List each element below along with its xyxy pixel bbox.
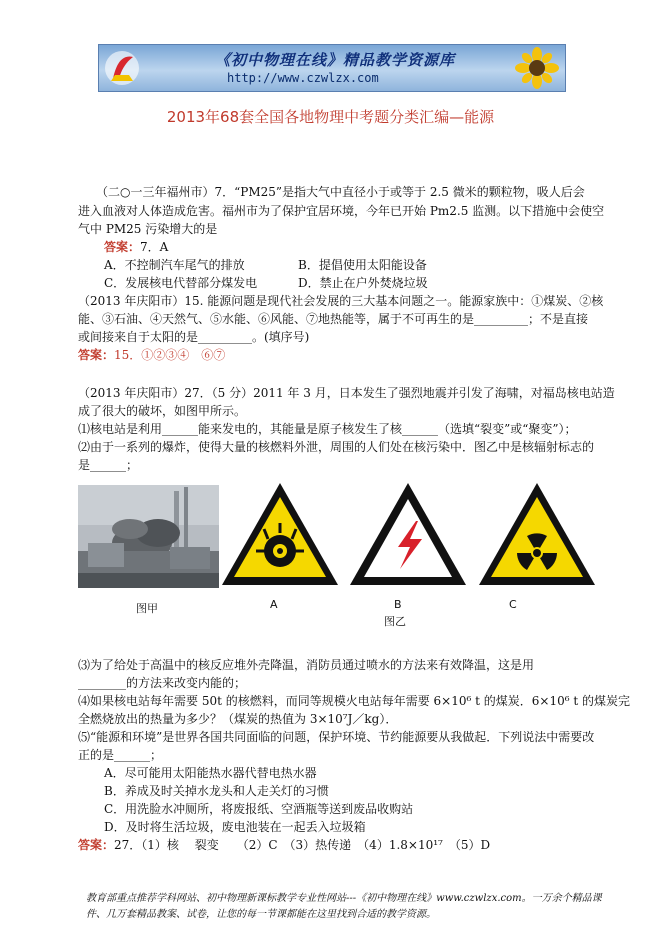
q15-line1: （2013 年庆阳市）15. 能源问题是现代社会发展的三大基本问题之一。能源家族中：①煤炭、②核 [78, 294, 604, 308]
q27-line8: ⑷如果核电站每年需要 50t 的核燃料，而同等规模火电站每年需要 6×10⁶ t 的煤炭．6×10⁶ t 的煤炭完 [78, 694, 630, 708]
q27-line9: 全燃烧放出的热量为多少？（煤炭的热值为 3×10⁷J／kg）． [78, 712, 398, 726]
q27-line10: ⑸“能源和环境”是世界各国共同面临的问题，保护环境、节约能源要从我做起．下列说法中需要改 [78, 730, 595, 744]
q7-line1: （二○一三年福州市）7．“PM25”是指大气中直径小于或等于 2.5 微米的颗粒物，吸人后会 [96, 185, 585, 199]
q7-line2: 进入血液对人体造成危害。福州市为了保护宜居环境，今年已开始 Pm2.5 监测。以下措施中会使空 [78, 204, 605, 218]
radiation-sign-c [475, 479, 599, 589]
q15-line2: 能、③石油、④天然气、⑤水能、⑥风能、⑦地热能等，属于不可再生的是_________；不是直接 [78, 312, 589, 326]
electric-hazard-sign-b [346, 479, 470, 589]
q27-line4: ⑵由于一系列的爆炸，使得大量的核燃料外泄，周围的人们处在核污染中．图乙中是核辐射标志的 [78, 440, 595, 454]
sunflower-icon [513, 47, 561, 89]
answer-value: 7．A [140, 240, 169, 254]
q27-answer [78, 836, 490, 855]
site-logo-icon [103, 49, 141, 87]
q7-line3: 气中 PM25 污染增大的是 [78, 222, 218, 236]
footer-line1: 教育部重点推荐学科网站、初中物理新课标教学专业性网站---《初中物理在线》www.czwlzx.com。一万余个精品课 [86, 893, 602, 904]
q15-line3: 或间接来自于太阳的是_________。(填序号) [78, 330, 310, 344]
answer-value: 27．（1）核 裂变 （2）C （3）热传递 （4）1.8×10¹⁷ （5）D [114, 838, 491, 852]
q27-option-d: D．及时将生活垃圾，废电池装在一起丢入垃圾箱 [104, 820, 366, 834]
q27-option-c: C．用洗脸水冲厕所，将废报纸、空酒瓶等送到废品收购站 [104, 802, 414, 816]
q27-option-a: A．尽可能用太阳能热水器代替电热水器 [104, 766, 317, 780]
q27-line3: ⑴核电站是利用______能来发电的，其能量是原子核发生了核______（选填“裂变”或“聚变”）； [78, 422, 577, 436]
page-footer [86, 891, 602, 923]
caption-b: B [394, 598, 402, 611]
answer-label: 答案： [104, 240, 141, 254]
caption-c: C [509, 598, 517, 611]
answer-label: 答案： [78, 838, 115, 852]
nuclear-plant-photo [78, 485, 219, 588]
q27-line11: 正的是______； [78, 748, 163, 762]
site-banner [98, 44, 566, 92]
q15-answer [78, 346, 225, 365]
q27-line7: ________的方法来改变内能的； [78, 676, 247, 690]
q7-option-c: C．发展核电代替部分煤发电 [104, 276, 258, 290]
q7-answer [104, 238, 168, 257]
q27-line5: 是______； [78, 458, 139, 472]
q27-line2: 成了很大的破坏，如图甲所示。 [78, 404, 247, 418]
answer-value: 15．①②③④ ⑥⑦ [114, 348, 226, 362]
q7-option-d: D．禁止在户外焚烧垃圾 [298, 276, 428, 290]
q27-line6: ⑶为了给处于高温中的核反应堆外壳降温，消防员通过喷水的方法来有效降温，这是用 [78, 658, 535, 672]
q27-option-b: B．养成及时关掉水龙头和人走关灯的习惯 [104, 784, 329, 798]
page-title: 2013年68套全国各地物理中考题分类汇编—能源 [166, 108, 495, 126]
caption-fig-jia: 图甲 [136, 602, 158, 615]
banner-url: http://www.czwlzx.com [227, 71, 379, 85]
banner-title: 《初中物理在线》精品教学资源库 [215, 51, 456, 69]
footer-line2: 件、几万套精品教案、试卷，让您的每一节课都能在这里找到合适的教学资源。 [86, 909, 436, 920]
q27-line1: （2013 年庆阳市）27．（5 分）2011 年 3 月，日本发生了强烈地震并引发了海啸，对福岛核电站造 [78, 386, 615, 400]
caption-a: A [270, 598, 278, 611]
answer-label: 答案： [78, 348, 115, 362]
q7-option-a: A．不控制汽车尾气的排放 [104, 258, 245, 272]
q7-option-b: B．提倡使用太阳能设备 [298, 258, 427, 272]
caption-fig-yi: 图乙 [384, 615, 406, 628]
warning-sign-a [218, 479, 342, 589]
